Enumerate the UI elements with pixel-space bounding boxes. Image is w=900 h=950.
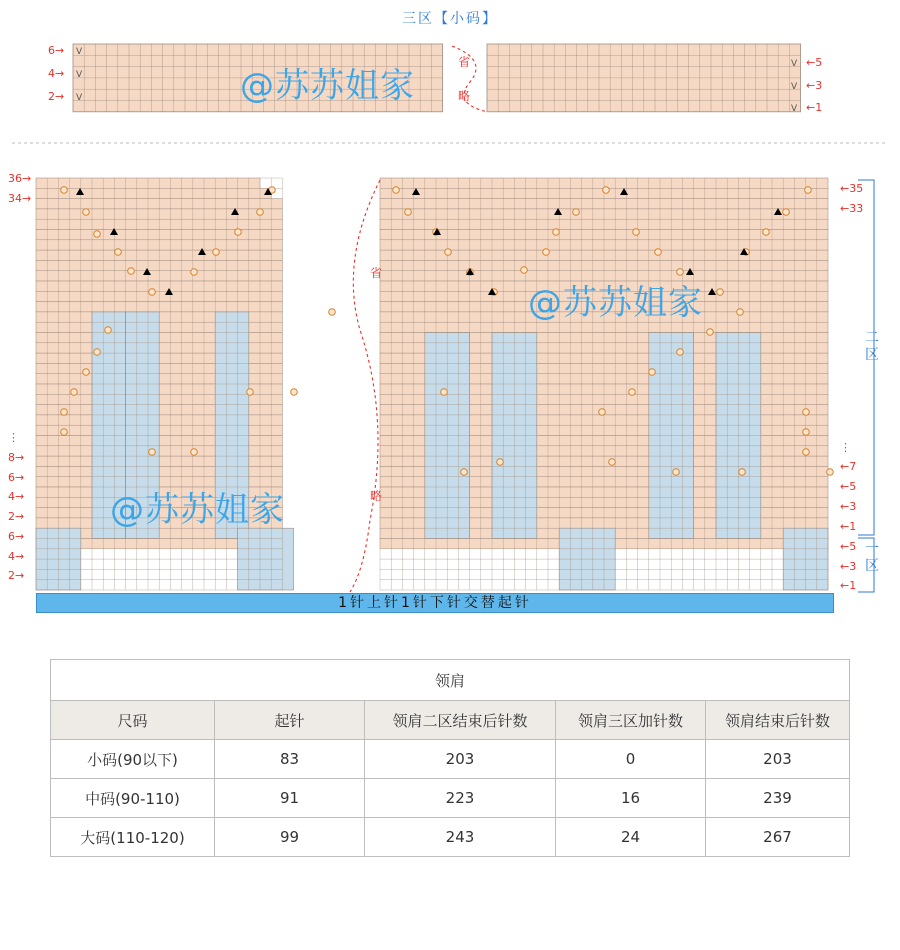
- yarn-over-symbol: [83, 369, 90, 376]
- v-symbol: V: [791, 59, 798, 69]
- zone-three-title: 三区【小码】: [402, 11, 498, 27]
- yarn-over-symbol: [673, 469, 680, 476]
- header-size: 尺码: [51, 701, 215, 740]
- top-right-row-label: ←3: [806, 79, 823, 92]
- yarn-over-symbol: [739, 469, 746, 476]
- watermark-middle: @苏苏姐家: [528, 283, 703, 323]
- top-right-row-label: ←1: [806, 101, 823, 114]
- cell-after-zone-two: 203: [365, 740, 556, 779]
- table-row: [51, 818, 850, 857]
- yarn-over-symbol: [677, 349, 684, 356]
- watermark-top: @苏苏姐家: [240, 66, 415, 106]
- yarn-over-symbol: [461, 469, 468, 476]
- v-symbol: V: [791, 104, 798, 114]
- yarn-over-symbol: [61, 429, 68, 436]
- main-right-row-label: ←35: [840, 182, 864, 195]
- zone-three-omit-1: 省: [458, 55, 471, 69]
- table-header-row: [51, 701, 850, 740]
- yarn-over-symbol: [191, 269, 198, 276]
- yarn-over-symbol: [149, 289, 156, 296]
- cell-zone-three-inc: 0: [556, 740, 706, 779]
- peach-row: [36, 188, 271, 198]
- yarn-over-symbol: [609, 459, 616, 466]
- main-right-row-label: ←33: [840, 202, 864, 215]
- yarn-over-symbol: [94, 349, 101, 356]
- main-left-row-label: 34→: [8, 192, 32, 205]
- v-symbol: V: [791, 82, 798, 92]
- v-symbol: V: [76, 93, 83, 103]
- yarn-over-symbol: [83, 209, 90, 216]
- yarn-over-symbol: [441, 389, 448, 396]
- yarn-over-symbol: [329, 309, 336, 316]
- cell-cast-on: 83: [215, 740, 365, 779]
- top-right-row-label: ←5: [806, 56, 823, 69]
- yarn-over-symbol: [629, 389, 636, 396]
- yarn-over-symbol: [497, 459, 504, 466]
- yarn-over-symbol: [105, 327, 112, 334]
- yarn-over-symbol: [827, 469, 834, 476]
- yarn-over-symbol: [405, 209, 412, 216]
- table-row: [51, 779, 850, 818]
- main-right-row-label: ←1: [840, 520, 857, 533]
- yarn-over-symbol: [521, 267, 528, 274]
- cell-size: 大码(110-120): [51, 818, 215, 857]
- yarn-over-symbol: [803, 429, 810, 436]
- yarn-over-symbol: [445, 249, 452, 256]
- main-left-row-label: 2→: [8, 569, 25, 582]
- yarn-over-symbol: [763, 229, 770, 236]
- table-caption: 领肩: [51, 660, 850, 701]
- yarn-over-symbol: [61, 187, 68, 194]
- yarn-over-symbol: [707, 329, 714, 336]
- cell-zone-three-inc: 16: [556, 779, 706, 818]
- main-right-row-label: ←7: [840, 460, 857, 473]
- v-symbol: V: [76, 47, 83, 57]
- main-left-row-label: 4→: [8, 490, 25, 503]
- main-left-row-label: 2→: [8, 510, 25, 523]
- yarn-over-symbol: [71, 389, 78, 396]
- header-cast-on: 起针: [215, 701, 365, 740]
- shoulder-table: [50, 659, 850, 857]
- yarn-over-symbol: [599, 409, 606, 416]
- main-right-row-label: ←5: [840, 480, 857, 493]
- yarn-over-symbol: [257, 209, 264, 216]
- main-right-row-label: ←1: [840, 579, 857, 592]
- header-final-count: 领肩结束后针数: [706, 701, 850, 740]
- yarn-over-symbol: [573, 209, 580, 216]
- yarn-over-symbol: [805, 187, 812, 194]
- yarn-over-symbol: [291, 389, 298, 396]
- zone-one-label: 一区: [865, 541, 879, 574]
- table-row: [51, 740, 850, 779]
- cell-cast-on: 91: [215, 779, 365, 818]
- yarn-over-symbol: [553, 229, 560, 236]
- cell-after-zone-two: 243: [365, 818, 556, 857]
- zone-two-label: 二区: [865, 330, 879, 363]
- yarn-over-symbol: [803, 449, 810, 456]
- cell-after-zone-two: 223: [365, 779, 556, 818]
- yarn-over-symbol: [543, 249, 550, 256]
- yarn-over-symbol: [128, 268, 135, 275]
- yarn-over-symbol: [737, 309, 744, 316]
- yarn-over-symbol: [191, 449, 198, 456]
- main-omit-1: 省: [370, 266, 383, 280]
- cell-final-count: 239: [706, 779, 850, 818]
- yarn-over-symbol: [603, 187, 610, 194]
- cell-cast-on: 99: [215, 818, 365, 857]
- yarn-over-symbol: [149, 449, 156, 456]
- yarn-over-symbol: [213, 249, 220, 256]
- yarn-over-symbol: [649, 369, 656, 376]
- main-left-row-label: 8→: [8, 451, 25, 464]
- yarn-over-symbol: [247, 389, 254, 396]
- cell-zone-three-inc: 24: [556, 818, 706, 857]
- main-right-row-label: ←3: [840, 500, 857, 513]
- zone-three-grid: [73, 44, 801, 112]
- yarn-over-symbol: [393, 187, 400, 194]
- main-right-row-label: ←5: [840, 540, 857, 553]
- yarn-over-symbol: [783, 209, 790, 216]
- main-right-row-label: ⋮: [840, 441, 851, 454]
- yarn-over-symbol: [717, 289, 724, 296]
- cast-on-bar: 1针上针1针下针交替起针: [36, 593, 834, 613]
- top-left-row-label: 2→: [48, 90, 65, 103]
- main-right-row-label: ←3: [840, 560, 857, 573]
- top-left-row-label: 4→: [48, 67, 65, 80]
- yarn-over-symbol: [633, 229, 640, 236]
- yarn-over-symbol: [803, 409, 810, 416]
- main-omit-2: 略: [370, 489, 383, 503]
- zone-three-omit-2: 略: [458, 89, 471, 103]
- yarn-over-symbol: [115, 249, 122, 256]
- cell-final-count: 203: [706, 740, 850, 779]
- main-omit-curve: [350, 180, 383, 592]
- main-left-row-label: ⋮: [8, 431, 19, 444]
- main-left-row-label: 6→: [8, 471, 25, 484]
- v-symbol: V: [76, 70, 83, 80]
- yarn-over-symbol: [235, 229, 242, 236]
- cell-size: 小码(90以下): [51, 740, 215, 779]
- main-left-row-label: 36→: [8, 172, 32, 185]
- main-left-row-label: 4→: [8, 550, 25, 563]
- yarn-over-symbol: [61, 409, 68, 416]
- header-zone-three-inc: 领肩三区加针数: [556, 701, 706, 740]
- cell-final-count: 267: [706, 818, 850, 857]
- header-after-zone-two: 领肩二区结束后针数: [365, 701, 556, 740]
- watermark-bottom: @苏苏姐家: [110, 490, 285, 530]
- cell-size: 中码(90-110): [51, 779, 215, 818]
- top-left-row-label: 6→: [48, 44, 65, 57]
- main-left-row-label: 6→: [8, 530, 25, 543]
- yarn-over-symbol: [94, 231, 101, 238]
- yarn-over-symbol: [655, 249, 662, 256]
